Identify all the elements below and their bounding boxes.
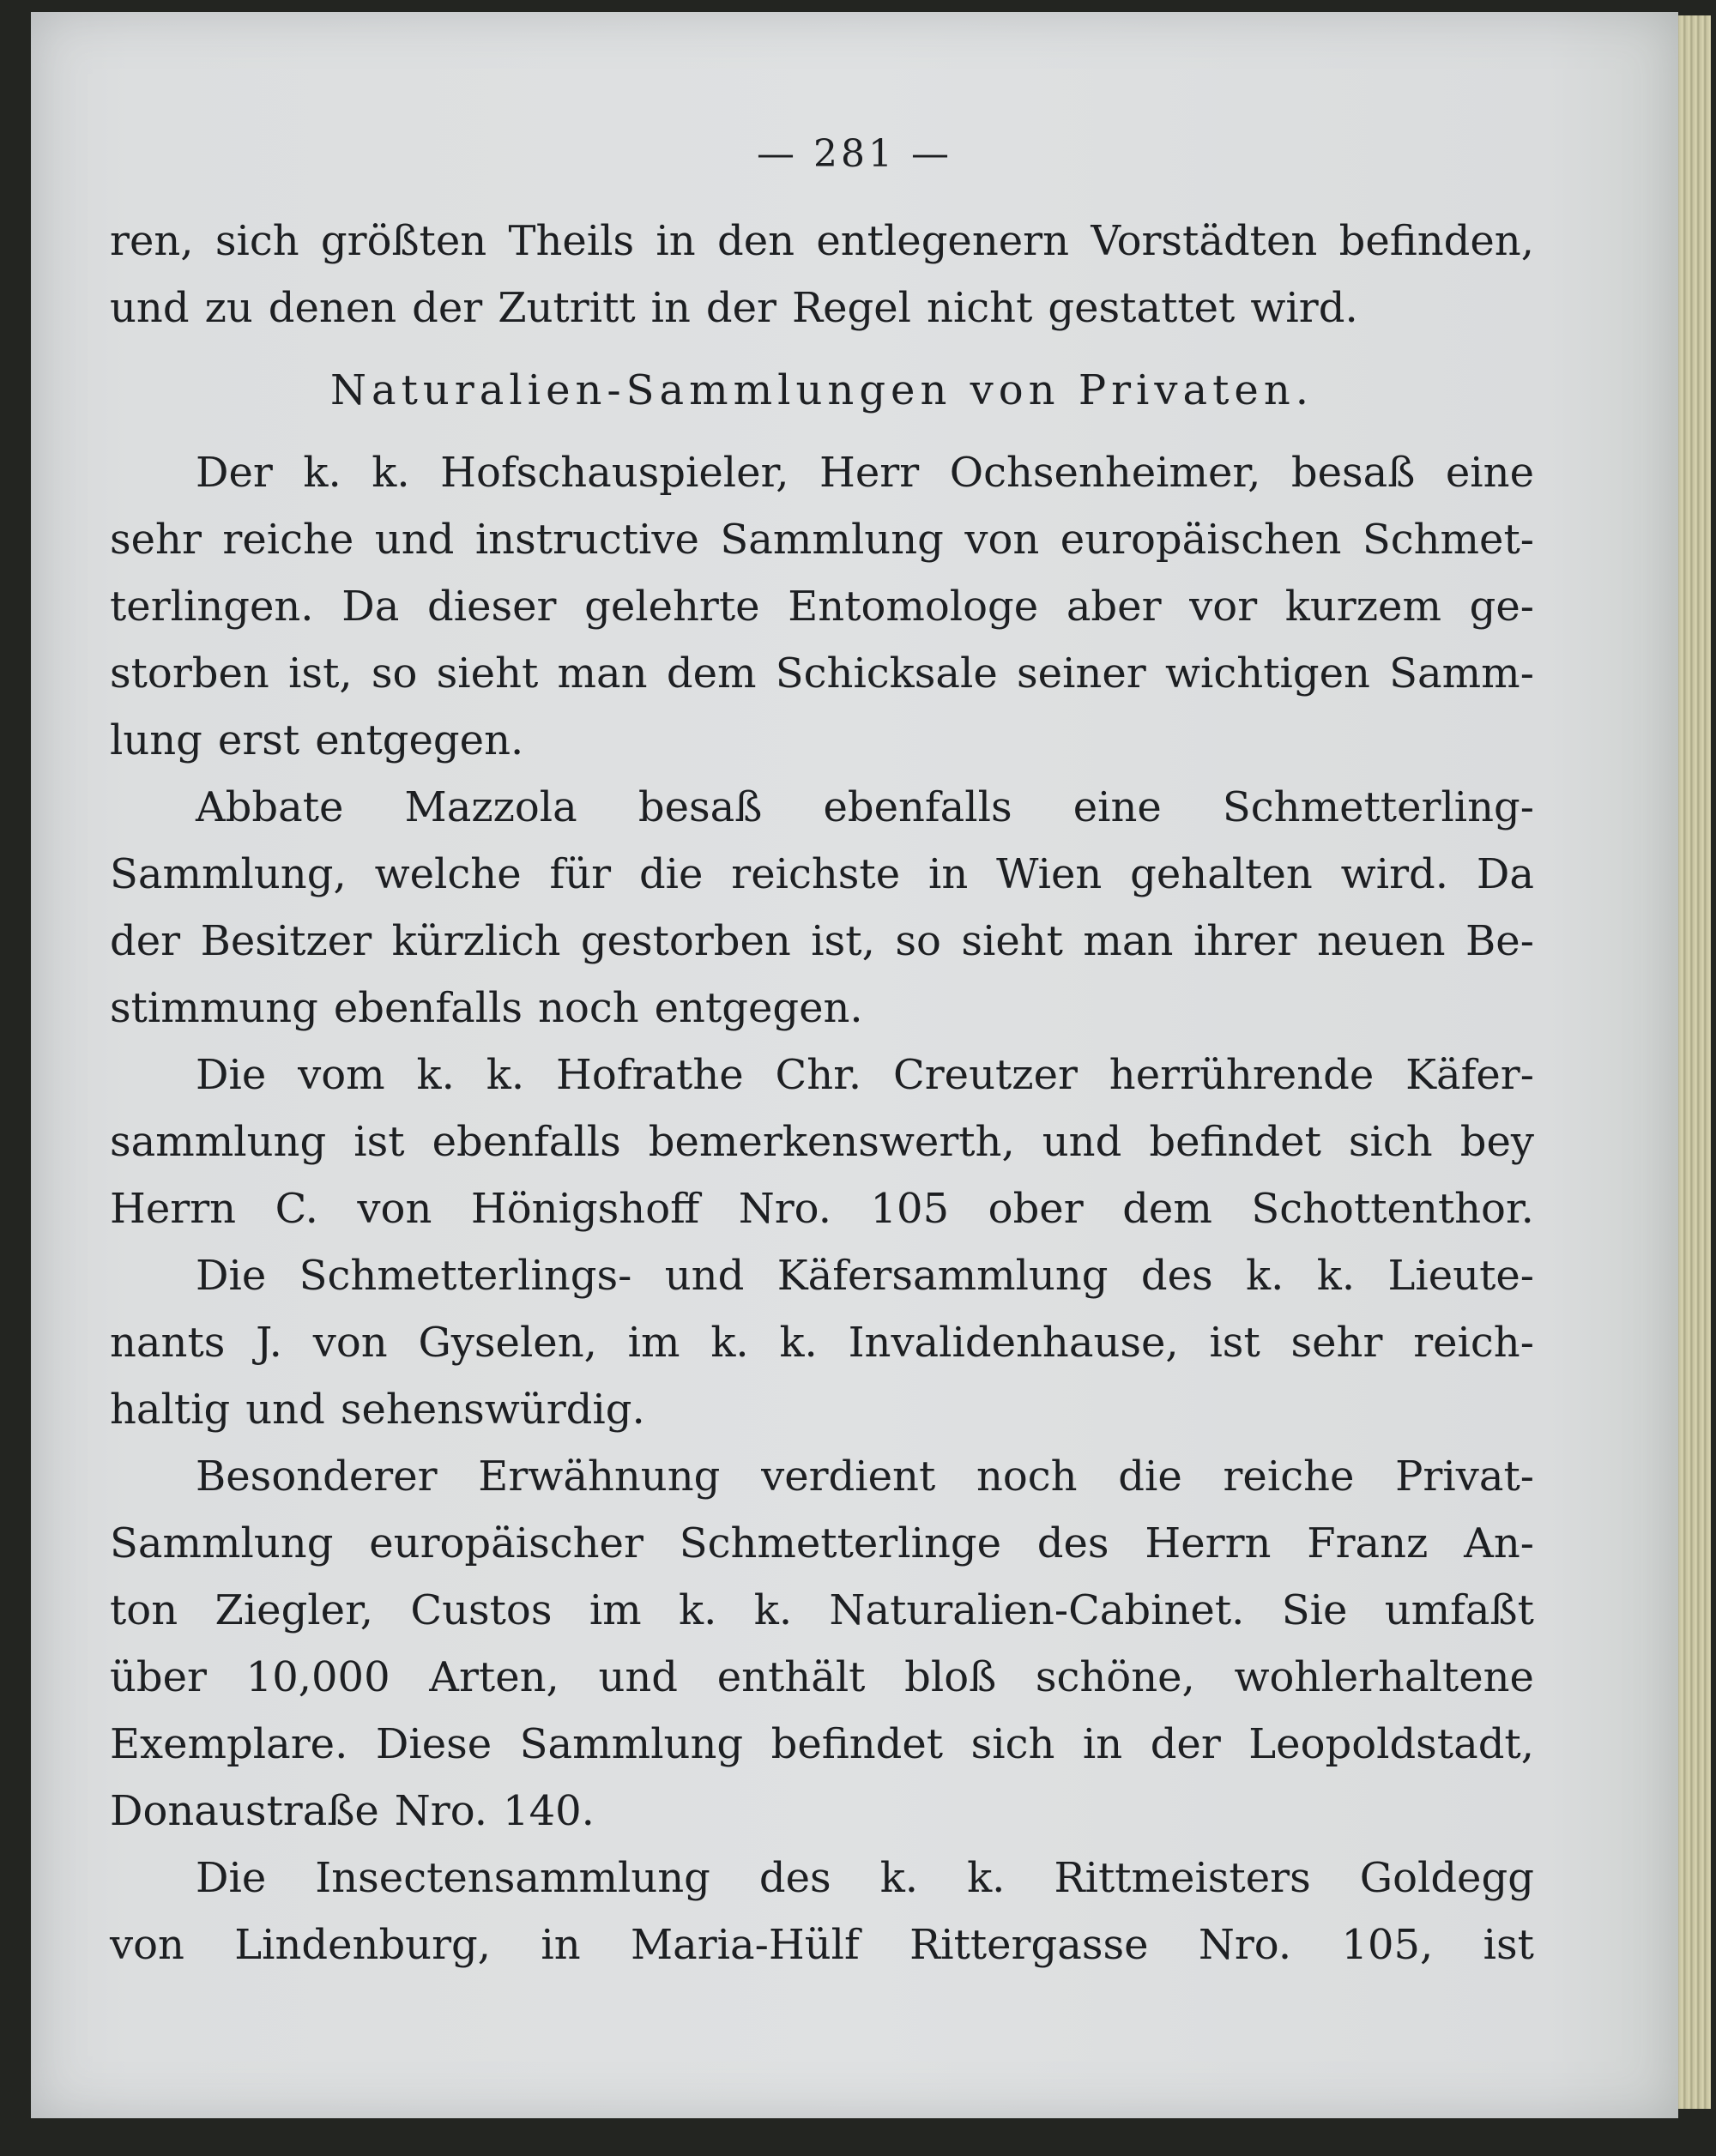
word: den — [716, 217, 795, 265]
word: k. — [1316, 1252, 1356, 1300]
word: europäischer — [369, 1519, 644, 1567]
word: über — [110, 1653, 207, 1701]
word: Schmetterlings- — [299, 1252, 632, 1300]
word: k. — [372, 449, 410, 497]
word: gestorben — [580, 917, 791, 965]
word: gehalten — [1130, 850, 1313, 898]
word: Creutzer — [893, 1051, 1078, 1099]
word: Da — [1476, 850, 1534, 898]
word: die — [1118, 1452, 1182, 1501]
word: Schmet- — [1362, 516, 1534, 564]
word: 140. — [503, 1787, 595, 1835]
word: Custos — [410, 1586, 553, 1634]
text-line — [110, 208, 1534, 275]
word: ebenfalls — [432, 1118, 621, 1166]
word: befindet — [770, 1720, 944, 1768]
word: entlegenern — [816, 217, 1070, 265]
word: wird. — [1340, 850, 1448, 898]
word: vom — [298, 1051, 385, 1099]
word: dem — [666, 649, 757, 698]
word: des — [1140, 1252, 1213, 1300]
word: Entomologe — [788, 583, 1039, 631]
word: seiner — [1017, 649, 1146, 698]
word: Besitzer — [200, 917, 372, 965]
word: Hofschauspieler, — [440, 449, 789, 497]
word: sich — [214, 217, 299, 265]
word: Nro. — [394, 1787, 488, 1835]
word: für — [549, 850, 612, 898]
word: europäischen — [1060, 516, 1342, 564]
word: k. — [1246, 1252, 1284, 1300]
word: Nro. — [738, 1185, 831, 1233]
text-line — [110, 1711, 1534, 1778]
word: Be- — [1465, 917, 1534, 965]
word: kürzlich — [391, 917, 561, 965]
text-line — [110, 1175, 1534, 1242]
word: ton — [110, 1586, 178, 1634]
word: umfaßt — [1384, 1586, 1534, 1634]
word: neuen — [1316, 917, 1446, 965]
word: Die — [196, 1051, 267, 1099]
word: ist, — [288, 649, 353, 698]
word: dem — [1122, 1185, 1212, 1233]
text-line — [110, 1845, 1534, 1911]
text-line — [110, 1042, 1534, 1108]
word: Hofrathe — [555, 1051, 744, 1099]
word: man — [1083, 917, 1174, 965]
word: Käfer- — [1405, 1051, 1534, 1099]
word: sehenswürdig. — [340, 1386, 645, 1434]
text-line — [110, 975, 1534, 1042]
word: Sammlung — [519, 1720, 744, 1768]
text-line — [110, 1443, 1534, 1510]
section-heading-text: Naturalien-Sammlungen von Privaten. — [329, 366, 1314, 414]
word: besaß — [1290, 449, 1416, 497]
word: k. — [303, 449, 341, 497]
text-line — [110, 1376, 1534, 1443]
word: sieht — [436, 649, 539, 698]
word: Invalidenhause, — [848, 1319, 1179, 1367]
word: des — [1036, 1519, 1109, 1567]
word: Herrn — [1145, 1519, 1272, 1567]
word: reiche — [1223, 1452, 1355, 1501]
word: haltig — [110, 1386, 231, 1434]
word: besaß — [637, 783, 763, 831]
word: Regel — [792, 284, 912, 332]
word: im — [589, 1586, 642, 1634]
word: Sammlung — [110, 1519, 334, 1567]
word: ge- — [1469, 583, 1534, 631]
word: An- — [1464, 1519, 1534, 1567]
word: Nro. — [1198, 1921, 1292, 1969]
word: Donaustraße — [110, 1787, 379, 1835]
word: aber — [1066, 583, 1162, 631]
word: denen — [268, 284, 397, 332]
word: Zutritt — [498, 284, 636, 332]
word: entgegen. — [315, 716, 524, 764]
word: Chr. — [775, 1051, 862, 1099]
word: Leopoldstadt, — [1248, 1720, 1534, 1768]
word: ren, — [110, 217, 194, 265]
word: Insectensammlung — [315, 1854, 710, 1902]
word: befinden, — [1338, 217, 1534, 265]
word: schöne, — [1035, 1653, 1195, 1701]
word: sich — [970, 1720, 1055, 1768]
word: von — [964, 516, 1040, 564]
word: stimmung — [110, 984, 318, 1032]
word: Schmetterlinge — [679, 1519, 1001, 1567]
word: terlingen. — [110, 583, 314, 631]
word: und — [664, 1252, 745, 1300]
word: k. — [710, 1319, 749, 1367]
word: Goldegg — [1359, 1854, 1534, 1902]
section-heading — [110, 357, 1534, 424]
word: sammlung — [110, 1118, 327, 1166]
word: von — [110, 1921, 184, 1969]
word: Sammlung — [720, 516, 944, 564]
word: welche — [374, 850, 522, 898]
word: bey — [1459, 1118, 1534, 1166]
word: Schicksale — [775, 649, 998, 698]
text-line — [110, 1510, 1534, 1577]
word: Mazzola — [404, 783, 577, 831]
word: nants — [110, 1319, 226, 1367]
word: k. — [486, 1051, 525, 1099]
word: Sie — [1281, 1586, 1348, 1634]
word: Naturalien-Cabinet. — [829, 1586, 1245, 1634]
word: k. — [679, 1586, 717, 1634]
word: größten — [320, 217, 487, 265]
word: Gyselen, — [418, 1319, 597, 1367]
word: zu — [204, 284, 253, 332]
text-line — [110, 439, 1534, 506]
word: gelehrte — [584, 583, 760, 631]
word: k. — [779, 1319, 818, 1367]
word: Maria-Hülf — [630, 1921, 860, 1969]
word: sieht — [961, 917, 1063, 965]
word: kurzem — [1284, 583, 1441, 631]
word: Samm- — [1389, 649, 1534, 698]
word: wichtigen — [1164, 649, 1370, 698]
word: in — [650, 284, 691, 332]
word: man — [557, 649, 648, 698]
word: Besonderer — [196, 1452, 438, 1501]
word: wird. — [1250, 284, 1358, 332]
word: reichste — [731, 850, 901, 898]
word: erst — [217, 716, 300, 764]
book-page — [31, 12, 1678, 2118]
word: storben — [110, 649, 269, 698]
word: im — [627, 1319, 680, 1367]
word: 10,000 — [245, 1653, 390, 1701]
word: sehr — [1290, 1319, 1383, 1367]
text-line — [110, 774, 1534, 841]
word: reiche — [222, 516, 354, 564]
word: lung — [110, 716, 202, 764]
word: ihrer — [1193, 917, 1297, 965]
word: noch — [976, 1452, 1078, 1501]
word: herrührende — [1109, 1051, 1375, 1099]
word: und — [245, 1386, 325, 1434]
text-line — [110, 707, 1534, 774]
word: eine — [1072, 783, 1162, 831]
word: J. — [256, 1319, 282, 1367]
word: Sammlung, — [110, 850, 347, 898]
word: in — [541, 1921, 581, 1969]
word: in — [1082, 1720, 1123, 1768]
word: enthält — [716, 1653, 866, 1701]
word: 105 — [870, 1185, 950, 1233]
word: von — [357, 1185, 432, 1233]
word: bemerkenswerth, — [648, 1118, 1015, 1166]
word: Die — [196, 1854, 267, 1902]
word: bloß — [904, 1653, 997, 1701]
word: k. — [753, 1586, 793, 1634]
word: Lindenburg, — [234, 1921, 492, 1969]
word: Rittergasse — [909, 1921, 1149, 1969]
word: Die — [196, 1252, 267, 1300]
word: Theils — [508, 217, 635, 265]
word: von — [312, 1319, 388, 1367]
word: der — [705, 284, 776, 332]
text-line — [110, 1108, 1534, 1175]
text-line — [110, 908, 1534, 975]
word: Exemplare. — [110, 1720, 348, 1768]
word: befindet — [1149, 1118, 1321, 1166]
word: ist — [1483, 1921, 1534, 1969]
word: Schottenthor. — [1251, 1185, 1534, 1233]
word: ober — [988, 1185, 1084, 1233]
text-line — [110, 1577, 1534, 1644]
text-line — [110, 1644, 1534, 1711]
word: Arten, — [429, 1653, 559, 1701]
word: ebenfalls — [333, 984, 523, 1032]
word: Ziegler, — [214, 1586, 373, 1634]
word: und — [1042, 1118, 1122, 1166]
word: des — [758, 1854, 831, 1902]
word: so — [895, 917, 941, 965]
text-line — [110, 1778, 1534, 1845]
word: der — [110, 917, 181, 965]
word: Herrn — [110, 1185, 237, 1233]
word: sich — [1348, 1118, 1433, 1166]
word: vor — [1189, 583, 1258, 631]
word: in — [656, 217, 696, 265]
word: Franz — [1307, 1519, 1429, 1567]
word: gestattet — [1048, 284, 1236, 332]
word: Schmetterling- — [1222, 783, 1534, 831]
word: Wien — [996, 850, 1103, 898]
word: Hönigshoff — [470, 1185, 700, 1233]
text-line — [110, 841, 1534, 908]
word: so — [371, 649, 418, 698]
word: Rittmeisters — [1054, 1854, 1311, 1902]
word: k. — [879, 1854, 919, 1902]
word: wohlerhaltene — [1234, 1653, 1534, 1701]
word: C. — [275, 1185, 318, 1233]
word: nicht — [927, 284, 1033, 332]
word: Erwähnung — [478, 1452, 721, 1501]
word: Abbate — [196, 783, 344, 831]
word: in — [927, 850, 969, 898]
word: Der — [196, 449, 273, 497]
word: Herr — [819, 449, 920, 497]
word: Käfersammlung — [776, 1252, 1109, 1300]
word: entgegen. — [654, 984, 863, 1032]
text-line — [110, 640, 1534, 707]
word: Diese — [375, 1720, 492, 1768]
word: noch — [538, 984, 639, 1032]
text-line — [110, 275, 1534, 341]
word: die — [638, 850, 704, 898]
word: sehr — [110, 516, 202, 564]
word: Vorstädten — [1091, 217, 1318, 265]
page-number-header: — 281 — — [757, 132, 952, 176]
text-line — [110, 506, 1534, 573]
word: k. — [416, 1051, 455, 1099]
word: Privat- — [1395, 1452, 1534, 1501]
word: und — [374, 516, 455, 564]
word: und — [598, 1653, 679, 1701]
text-line — [110, 573, 1534, 640]
text-line — [110, 1242, 1534, 1309]
word: der — [412, 284, 483, 332]
word: 105, — [1341, 1921, 1434, 1969]
text-line — [110, 1911, 1534, 1978]
word: reich- — [1413, 1319, 1534, 1367]
word: eine — [1445, 449, 1534, 497]
word: ist — [353, 1118, 405, 1166]
word: instructive — [474, 516, 699, 564]
text-line — [110, 1309, 1534, 1376]
word: dieser — [426, 583, 557, 631]
word: ebenfalls — [823, 783, 1012, 831]
word: k. — [967, 1854, 1006, 1902]
word: verdient — [761, 1452, 936, 1501]
body-text — [110, 208, 1534, 1978]
word: Lieute- — [1387, 1252, 1534, 1300]
word: der — [1150, 1720, 1221, 1768]
word: Ochsenheimer, — [949, 449, 1261, 497]
word: und — [110, 284, 190, 332]
word: ist — [1209, 1319, 1260, 1367]
word: Da — [341, 583, 400, 631]
word: ist, — [811, 917, 875, 965]
